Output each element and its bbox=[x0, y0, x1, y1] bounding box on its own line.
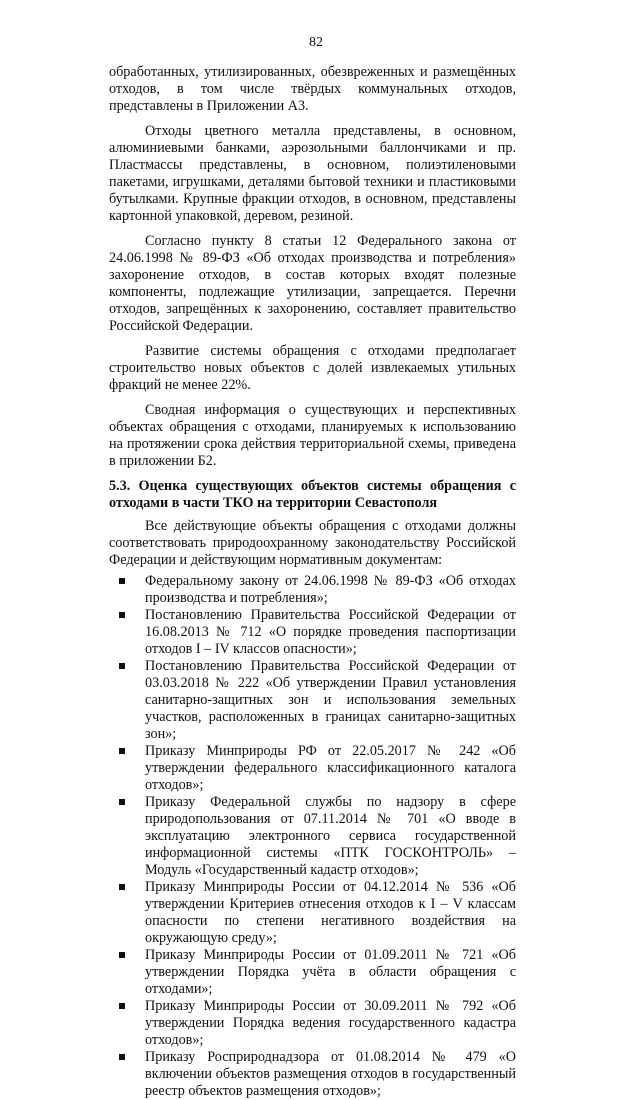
bullet-icon bbox=[119, 952, 125, 958]
list-item-text: Приказу Федеральной службы по надзору в сфере природопользования от 07.11.2014 № 701 «О вводе в эксплуатацию электронного сервиса государственной информационной системы «ПТК ГОСКОНТРОЛЬ» – Модуль «Государственный кадастр отходов»; bbox=[145, 794, 516, 878]
paragraph-continuation: обработанных, утилизированных, обезвреженных и размещённых отходов, в том числе твёрдых коммунальных отходов, представлены в Приложении А3. bbox=[109, 64, 516, 114]
bullet-icon bbox=[119, 748, 125, 754]
list-item-text: Приказу Минприроды России от 04.12.2014 № 536 «Об утверждении Критериев отнесения отходов к I – V классам опасности по степени негативного воздействия на окружающую среду»; bbox=[145, 879, 516, 946]
document-body bbox=[109, 64, 516, 1100]
list-item-text: Приказу Минприроды РФ от 22.05.2017 № 242 «Об утверждении федерального классификационного каталога отходов»; bbox=[145, 743, 516, 793]
list-item-text: Приказу Росприроднадзора от 01.08.2014 № 479 «О включении объектов размещения отходов в государственный реестр объектов размещения отходов»; bbox=[145, 1049, 516, 1099]
list-item-text: Приказу Минприроды России от 01.09.2011 № 721 «Об утверждении Порядка учёта в области обращения с отходами»; bbox=[145, 947, 516, 997]
list-item bbox=[109, 879, 516, 947]
list-item bbox=[109, 1049, 516, 1100]
list-item bbox=[109, 743, 516, 794]
list-item bbox=[109, 658, 516, 743]
paragraph-summary: Сводная информация о существующих и перспективных объектах обращения с отходами, планируемых к использованию на протяжении срока действия территориальной схемы, приведена в приложении Б2. bbox=[109, 402, 516, 469]
bullet-icon bbox=[119, 1054, 125, 1060]
bullet-icon bbox=[119, 884, 125, 890]
list-item bbox=[109, 947, 516, 998]
paragraph-metals-plastics: Отходы цветного металла представлены, в основном, алюминиевыми банками, аэрозольными баллончиками и пр. Пластмассы представлены, в основном, полиэтиленовыми пакетами, игрушками, деталями бытовой техники и пластиковыми бутылками. Крупные фракции отходов, в основном, представлены картонной упаковкой, деревом, резиной. bbox=[109, 123, 516, 224]
list-item bbox=[109, 573, 516, 607]
list-item-text: Постановлению Правительства Российской Федерации от 16.08.2013 № 712 «О порядке проведения паспортизации отходов I – IV классов опасности»; bbox=[145, 607, 516, 657]
bullet-icon bbox=[119, 612, 125, 618]
list-item bbox=[109, 607, 516, 658]
section-heading: 5.3. Оценка существующих объектов системы обращения с отходами в части ТКО на территории Севастополя bbox=[109, 478, 516, 511]
page-number: 82 bbox=[309, 35, 323, 50]
list-item-text: Федеральному закону от 24.06.1998 № 89-ФЗ «Об отходах производства и потребления»; bbox=[145, 573, 516, 606]
list-item-text: Постановлению Правительства Российской Федерации от 03.03.2018 № 222 «Об утверждении Правил установления санитарно-защитных зон и использования земельных участков, расположенных в границах санитарно-защитных зон»; bbox=[145, 658, 516, 742]
bullet-icon bbox=[119, 578, 125, 584]
paragraph-intro: Все действующие объекты обращения с отходами должны соответствовать природоохранному законодательству Российской Федерации и действующим нормативным документам: bbox=[109, 518, 516, 568]
bullet-icon bbox=[119, 1003, 125, 1009]
list-item bbox=[109, 998, 516, 1049]
list-item bbox=[109, 794, 516, 879]
list-item-text: Приказу Минприроды России от 30.09.2011 № 792 «Об утверждении Порядка ведения государственного кадастра отходов»; bbox=[145, 998, 516, 1048]
regulations-list bbox=[109, 573, 516, 1100]
bullet-icon bbox=[119, 799, 125, 805]
paragraph-federal-law: Согласно пункту 8 статьи 12 Федерального закона от 24.06.1998 № 89-ФЗ «Об отходах производства и потребления» захоронение отходов, в состав которых входят полезные компоненты, подлежащие утилизации, запрещается. Перечни отходов, запрещённых к захоронению, составляет правительство Российской Федерации. bbox=[109, 233, 516, 334]
bullet-icon bbox=[119, 663, 125, 669]
paragraph-development: Развитие системы обращения с отходами предполагает строительство новых объектов с долей извлекаемых утильных фракций не менее 22%. bbox=[109, 343, 516, 393]
